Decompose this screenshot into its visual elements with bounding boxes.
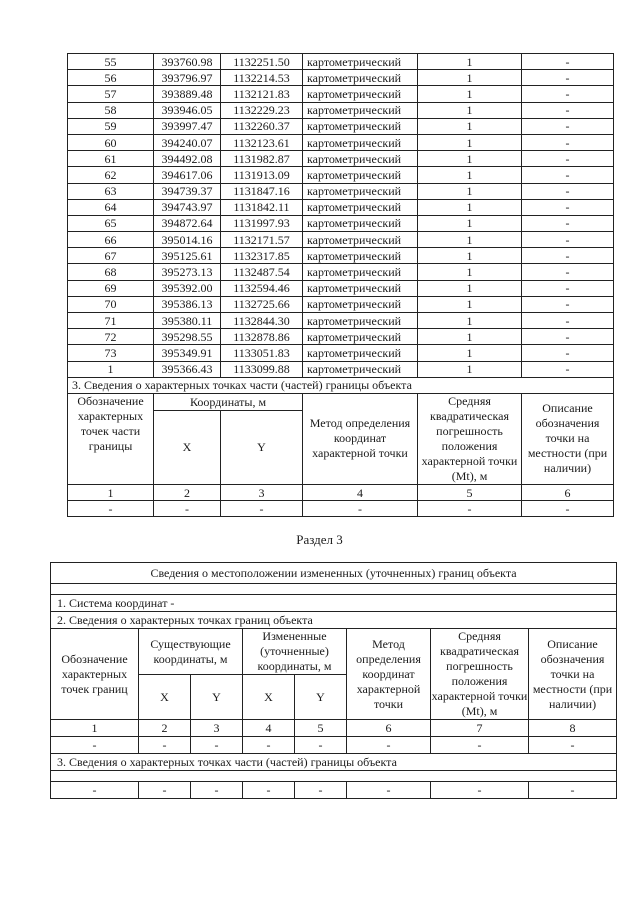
cell: - bbox=[303, 501, 418, 517]
cell: - bbox=[191, 782, 243, 799]
table-row bbox=[68, 345, 614, 361]
cell: - bbox=[347, 782, 431, 799]
table-row bbox=[68, 54, 614, 70]
header-changed: Измененные (уточненные) координаты, м bbox=[243, 629, 347, 675]
table-row bbox=[68, 313, 614, 329]
cell: - bbox=[139, 737, 191, 754]
table-cell: 395273.13 bbox=[154, 264, 221, 280]
col-num: 5 bbox=[418, 484, 522, 500]
parts-title-row bbox=[51, 754, 617, 771]
cell: - bbox=[522, 501, 614, 517]
table-cell: - bbox=[522, 361, 614, 377]
table-cell: 1132260.37 bbox=[221, 118, 303, 134]
col-num: 3 bbox=[191, 720, 243, 737]
table-row bbox=[68, 167, 614, 183]
table-cell: 1132214.53 bbox=[221, 70, 303, 86]
table-cell: 71 bbox=[68, 313, 154, 329]
table-cell: 395392.00 bbox=[154, 280, 221, 296]
table-cell: картометрический bbox=[303, 248, 418, 264]
cell: - bbox=[431, 737, 529, 754]
empty-row bbox=[68, 501, 614, 517]
table-cell: 1 bbox=[418, 183, 522, 199]
table-row bbox=[68, 118, 614, 134]
cell: - bbox=[431, 782, 529, 799]
cell: - bbox=[295, 737, 347, 754]
table-cell: 1 bbox=[418, 118, 522, 134]
table-cell: 63 bbox=[68, 183, 154, 199]
table-cell: 395014.16 bbox=[154, 232, 221, 248]
header-designation: Обозначение характерных точек границ bbox=[51, 629, 139, 720]
table-cell: 1 bbox=[418, 248, 522, 264]
blank-row bbox=[51, 584, 617, 595]
table-cell: 394872.64 bbox=[154, 215, 221, 231]
header-method: Метод определения координат характерной точки bbox=[347, 629, 431, 720]
points-title: 2. Сведения о характерных точках границ объекта bbox=[51, 612, 617, 629]
table-cell: - bbox=[522, 183, 614, 199]
cell: - bbox=[191, 737, 243, 754]
col-num: 1 bbox=[51, 720, 139, 737]
coord-system: 1. Система координат - bbox=[51, 595, 617, 612]
table-cell: - bbox=[522, 345, 614, 361]
table-cell: 1 bbox=[68, 361, 154, 377]
table-cell: картометрический bbox=[303, 264, 418, 280]
table-cell: 60 bbox=[68, 134, 154, 150]
column-number-row bbox=[68, 484, 614, 500]
blank-row bbox=[51, 771, 617, 782]
table-cell: 394743.97 bbox=[154, 199, 221, 215]
table-cell: 65 bbox=[68, 215, 154, 231]
table-cell: 58 bbox=[68, 102, 154, 118]
table-cell: 394739.37 bbox=[154, 183, 221, 199]
table-cell: - bbox=[522, 232, 614, 248]
header-description: Описание обозначения точки на местности (при наличии) bbox=[529, 629, 617, 720]
table-title: Сведения о местоположении измененных (уточненных) границ объекта bbox=[51, 563, 617, 584]
section-title: 3. Сведения о характерных точках части (частей) границы объекта bbox=[68, 377, 614, 393]
table-cell: 59 bbox=[68, 118, 154, 134]
header-y: Y bbox=[221, 410, 303, 484]
header-error: Средняя квадратическая погрешность положения характерной точки (Mt), м bbox=[418, 393, 522, 484]
table-cell: - bbox=[522, 54, 614, 70]
col-num: 5 bbox=[295, 720, 347, 737]
table-cell: - bbox=[522, 329, 614, 345]
col-num: 6 bbox=[522, 484, 614, 500]
col-num: 1 bbox=[68, 484, 154, 500]
table-cell: - bbox=[522, 215, 614, 231]
header-error: Средняя квадратическая погрешность положения характерной точки (Mt), м bbox=[431, 629, 528, 718]
table-cell: 1131997.93 bbox=[221, 215, 303, 231]
table-title-row bbox=[51, 563, 617, 584]
table-cell: 1 bbox=[418, 361, 522, 377]
table-cell: - bbox=[522, 199, 614, 215]
table-cell: 395366.43 bbox=[154, 361, 221, 377]
table-cell: картометрический bbox=[303, 313, 418, 329]
table-cell: 395380.11 bbox=[154, 313, 221, 329]
header-row bbox=[68, 393, 614, 410]
section-heading: Раздел 3 bbox=[296, 532, 343, 547]
cell: - bbox=[243, 737, 295, 754]
table-cell: 62 bbox=[68, 167, 154, 183]
coord-system-row bbox=[51, 595, 617, 612]
table-cell: 1133099.88 bbox=[221, 361, 303, 377]
table-row bbox=[68, 134, 614, 150]
table-cell: 1 bbox=[418, 280, 522, 296]
table-cell: - bbox=[522, 102, 614, 118]
header-y1: Y bbox=[191, 675, 243, 720]
table-cell: 68 bbox=[68, 264, 154, 280]
table-cell: 395386.13 bbox=[154, 296, 221, 312]
empty-row bbox=[51, 737, 617, 754]
header-coords: Координаты, м bbox=[154, 393, 303, 410]
table-row bbox=[68, 329, 614, 345]
table-cell: 393760.98 bbox=[154, 54, 221, 70]
table-row bbox=[68, 102, 614, 118]
col-num: 4 bbox=[303, 484, 418, 500]
table-cell: картометрический bbox=[303, 361, 418, 377]
table-cell: 1 bbox=[418, 86, 522, 102]
table-cell: 70 bbox=[68, 296, 154, 312]
table-cell: картометрический bbox=[303, 183, 418, 199]
table-cell: 394240.07 bbox=[154, 134, 221, 150]
table-cell: картометрический bbox=[303, 102, 418, 118]
header-method: Метод определения координат характерной точки bbox=[303, 393, 418, 484]
table-row bbox=[68, 248, 614, 264]
table-row bbox=[68, 70, 614, 86]
table-cell: картометрический bbox=[303, 232, 418, 248]
table-cell: 1131842.11 bbox=[221, 199, 303, 215]
table-cell: 1 bbox=[418, 151, 522, 167]
table-cell: картометрический bbox=[303, 70, 418, 86]
table-cell: 1133051.83 bbox=[221, 345, 303, 361]
table-cell: 1132725.66 bbox=[221, 296, 303, 312]
table-cell: 393796.97 bbox=[154, 70, 221, 86]
table-row bbox=[68, 296, 614, 312]
table-cell: 61 bbox=[68, 151, 154, 167]
cell: - bbox=[51, 782, 139, 799]
table-cell: 1 bbox=[418, 102, 522, 118]
table-cell: 1132487.54 bbox=[221, 264, 303, 280]
table-cell: 1132251.50 bbox=[221, 54, 303, 70]
table-cell: 1132121.83 bbox=[221, 86, 303, 102]
table-cell: 67 bbox=[68, 248, 154, 264]
cell: - bbox=[154, 501, 221, 517]
section-title-row bbox=[68, 377, 614, 393]
table-cell: 1132123.61 bbox=[221, 134, 303, 150]
table-cell: 1 bbox=[418, 345, 522, 361]
table-cell: картометрический bbox=[303, 151, 418, 167]
header-description: Описание обозначения точки на местности (при наличии) bbox=[522, 393, 614, 484]
table-cell: картометрический bbox=[303, 280, 418, 296]
boundary-points-table bbox=[67, 53, 614, 517]
table-cell: 1132171.57 bbox=[221, 232, 303, 248]
table-cell: 1 bbox=[418, 296, 522, 312]
table-row bbox=[68, 183, 614, 199]
table-cell: 55 bbox=[68, 54, 154, 70]
table-cell: картометрический bbox=[303, 167, 418, 183]
table-cell: 394617.06 bbox=[154, 167, 221, 183]
table-cell: 1132229.23 bbox=[221, 102, 303, 118]
col-num: 8 bbox=[529, 720, 617, 737]
table-row bbox=[68, 232, 614, 248]
table-cell: 394492.08 bbox=[154, 151, 221, 167]
header-x1: X bbox=[139, 675, 191, 720]
table-cell: картометрический bbox=[303, 86, 418, 102]
header-designation: Обозначение характерных точек части границы bbox=[68, 393, 154, 484]
table-cell: картометрический bbox=[303, 134, 418, 150]
header-x2: X bbox=[243, 675, 295, 720]
table-cell: 395298.55 bbox=[154, 329, 221, 345]
parts-title: 3. Сведения о характерных точках части (частей) границы объекта bbox=[51, 754, 617, 771]
table-cell: картометрический bbox=[303, 296, 418, 312]
table-cell: 1 bbox=[418, 264, 522, 280]
table-cell: 1131847.16 bbox=[221, 183, 303, 199]
table-cell: - bbox=[522, 134, 614, 150]
table-cell: - bbox=[522, 86, 614, 102]
table-cell: - bbox=[522, 296, 614, 312]
table-cell: 72 bbox=[68, 329, 154, 345]
table-cell: 393889.48 bbox=[154, 86, 221, 102]
table-cell: 1132317.85 bbox=[221, 248, 303, 264]
col-num: 3 bbox=[221, 484, 303, 500]
cell: - bbox=[295, 782, 347, 799]
table-cell: 66 bbox=[68, 232, 154, 248]
table-cell: 73 bbox=[68, 345, 154, 361]
col-num: 6 bbox=[347, 720, 431, 737]
table-cell: - bbox=[522, 264, 614, 280]
table-cell: 1 bbox=[418, 232, 522, 248]
table-cell: - bbox=[522, 167, 614, 183]
cell: - bbox=[529, 782, 617, 799]
table-cell: картометрический bbox=[303, 118, 418, 134]
col-num: 4 bbox=[243, 720, 295, 737]
table-cell: 1132594.46 bbox=[221, 280, 303, 296]
table-cell: 1 bbox=[418, 54, 522, 70]
cell: - bbox=[243, 782, 295, 799]
header-row bbox=[51, 629, 617, 675]
cell: - bbox=[529, 737, 617, 754]
table-cell: - bbox=[522, 248, 614, 264]
table-cell: 1131982.87 bbox=[221, 151, 303, 167]
table-cell: 69 bbox=[68, 280, 154, 296]
table-row bbox=[68, 264, 614, 280]
table-cell: 393997.47 bbox=[154, 118, 221, 134]
table-cell: 1 bbox=[418, 215, 522, 231]
cell: - bbox=[51, 737, 139, 754]
table-row bbox=[68, 151, 614, 167]
table-cell: картометрический bbox=[303, 329, 418, 345]
table-cell: 1 bbox=[418, 329, 522, 345]
table-cell: картометрический bbox=[303, 215, 418, 231]
table-row bbox=[68, 361, 614, 377]
table-cell: картометрический bbox=[303, 345, 418, 361]
col-num: 7 bbox=[431, 720, 529, 737]
table-cell: 56 bbox=[68, 70, 154, 86]
table-cell: 1 bbox=[418, 313, 522, 329]
cell: - bbox=[139, 782, 191, 799]
cell: - bbox=[347, 737, 431, 754]
parts-empty-row bbox=[51, 782, 617, 799]
col-num: 2 bbox=[139, 720, 191, 737]
table-row bbox=[68, 199, 614, 215]
table-cell: - bbox=[522, 118, 614, 134]
header-existing: Существующие координаты, м bbox=[139, 629, 243, 675]
table-cell: 1 bbox=[418, 70, 522, 86]
table-cell: - bbox=[522, 70, 614, 86]
table-cell: 64 bbox=[68, 199, 154, 215]
table-cell: 395125.61 bbox=[154, 248, 221, 264]
table-cell: 1 bbox=[418, 134, 522, 150]
table-row bbox=[68, 86, 614, 102]
table-cell: 1 bbox=[418, 167, 522, 183]
cell: - bbox=[68, 501, 154, 517]
table-cell: 1 bbox=[418, 199, 522, 215]
table-cell: 57 bbox=[68, 86, 154, 102]
changed-boundaries-table bbox=[50, 562, 617, 799]
cell: - bbox=[221, 501, 303, 517]
table-cell: 395349.91 bbox=[154, 345, 221, 361]
points-title-row bbox=[51, 612, 617, 629]
table-cell: 1131913.09 bbox=[221, 167, 303, 183]
table-row bbox=[68, 215, 614, 231]
table-cell: 1132844.30 bbox=[221, 313, 303, 329]
cell: - bbox=[418, 501, 522, 517]
table-cell: - bbox=[522, 280, 614, 296]
table-cell: - bbox=[522, 151, 614, 167]
table-cell: - bbox=[522, 313, 614, 329]
table-cell: картометрический bbox=[303, 54, 418, 70]
table-cell: 393946.05 bbox=[154, 102, 221, 118]
header-y2: Y bbox=[295, 675, 347, 720]
table-cell: картометрический bbox=[303, 199, 418, 215]
column-number-row bbox=[51, 720, 617, 737]
table-row bbox=[68, 280, 614, 296]
col-num: 2 bbox=[154, 484, 221, 500]
table-cell: 1132878.86 bbox=[221, 329, 303, 345]
header-x: X bbox=[154, 410, 221, 484]
